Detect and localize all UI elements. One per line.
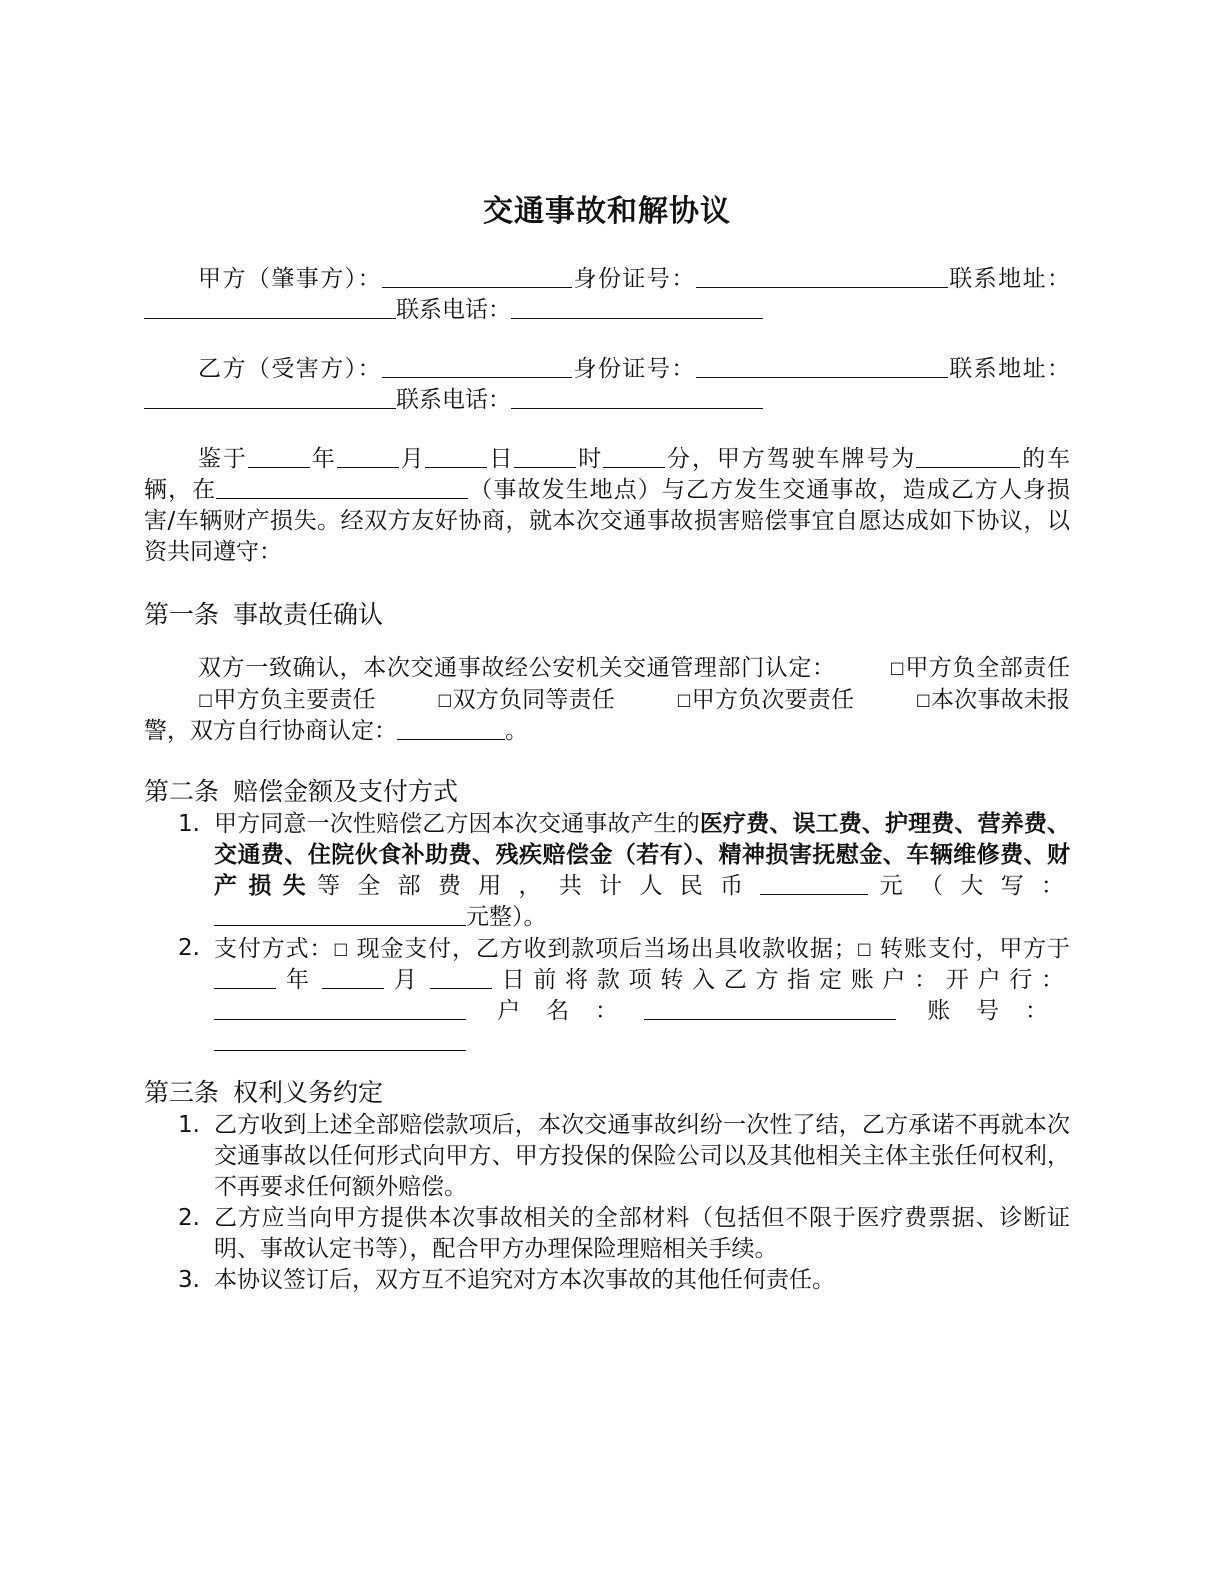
- clause-3-heading: [144, 1076, 1070, 1110]
- payment-method-label: 支付方式：: [214, 936, 334, 962]
- transfer-payment-option: 转账支付，甲方于: [880, 936, 1071, 962]
- pay-year-label: 年: [286, 967, 312, 993]
- party-b-id-blank[interactable]: [696, 355, 948, 378]
- list-item: [144, 1265, 1070, 1296]
- bank-blank[interactable]: [214, 997, 466, 1020]
- account-number-blank[interactable]: [214, 1028, 466, 1051]
- compensation-items: 医疗费、误工费、护理费、营养费、交通费、住院伙食补助费、残疾赔偿金（若有）、精神损害抚慰金、车辆维修费、财产损失: [214, 811, 1071, 899]
- self-negotiated-blank[interactable]: [397, 717, 505, 740]
- clause-3-number: 第三条: [144, 1078, 220, 1107]
- pay-month-blank[interactable]: [322, 966, 384, 989]
- clause-2-number: 第二条: [144, 777, 220, 806]
- list-number: 2.: [178, 935, 200, 961]
- checkbox-icon[interactable]: □: [437, 690, 453, 709]
- list-item: [144, 1203, 1070, 1265]
- clause-3-list: [144, 1110, 1070, 1296]
- hour-blank[interactable]: [514, 445, 576, 468]
- checkbox-icon[interactable]: □: [676, 690, 692, 709]
- minute-label: 分，甲方驾驶车牌号为: [665, 446, 917, 472]
- checkbox-icon[interactable]: □: [198, 690, 214, 709]
- option-full-responsibility: 甲方负全部责任: [904, 655, 1071, 681]
- day-blank[interactable]: [425, 445, 487, 468]
- intro-paragraph: [144, 444, 1070, 568]
- minute-blank[interactable]: [603, 445, 665, 468]
- list-item: [144, 809, 1070, 933]
- party-a-address-label: 联系地: [947, 266, 1023, 292]
- document-page: [144, 190, 1070, 1314]
- month-label: 月: [398, 446, 426, 472]
- party-a-id-label: 身份证号：: [572, 266, 696, 292]
- account-number-label: 账号：: [927, 998, 1071, 1024]
- intro-text-3: （事故发生地点）与乙方发生交通事故，造成乙方人身损害/车辆财产损失。经双方友好协商，就本次交通事故损害赔偿事宜自愿达成如下协议，以资共同遵守：: [144, 477, 1071, 565]
- intro-text-2: 的车辆，在: [144, 446, 1071, 503]
- amount-capital-label: 元（大写：: [868, 873, 1071, 899]
- pay-year-blank[interactable]: [214, 966, 276, 989]
- clause-1-text: [144, 652, 1070, 747]
- bank-label: 日前将款项转入乙方指定账户：开户行：: [501, 967, 1071, 993]
- clause-2-list: [144, 809, 1070, 1058]
- party-a-info: [144, 264, 1070, 326]
- party-b-address-label: 联系地: [947, 356, 1023, 382]
- compensation-total-label: 等全部费用，共计人民币: [316, 873, 761, 899]
- list-number: 1.: [178, 1112, 200, 1138]
- party-a-id-blank[interactable]: [696, 265, 948, 288]
- checkbox-icon[interactable]: □: [856, 939, 872, 958]
- year-label: 年: [309, 446, 337, 472]
- clause-1-end: 。: [505, 718, 528, 744]
- checkbox-icon[interactable]: □: [889, 658, 905, 677]
- party-b-address-blank[interactable]: [144, 386, 396, 409]
- day-label: 日: [487, 446, 515, 472]
- list-number: 1.: [178, 811, 200, 837]
- pay-month-label: 月: [393, 967, 420, 993]
- list-item-text: 乙方应当向甲方提供本次事故相关的全部材料（包括但不限于医疗费票据、诊断证明、事故认定书等），配合甲方办理保险理赔相关手续。: [214, 1205, 1070, 1262]
- party-a-address-blank[interactable]: [144, 296, 396, 319]
- option-secondary-responsibility: 甲方负次要责任: [691, 687, 855, 713]
- clause-2-heading: [144, 775, 1070, 809]
- party-b-id-label: 身份证号：: [572, 356, 696, 382]
- option-main-responsibility: 甲方负主要责任: [213, 687, 376, 713]
- party-a-label: 甲方（肇事方）：: [198, 266, 383, 292]
- party-b-phone-label: 联系电话：: [396, 387, 511, 413]
- list-item: [144, 933, 1070, 1058]
- month-blank[interactable]: [337, 445, 399, 468]
- clause-1-number: 第一条: [144, 600, 220, 629]
- year-blank[interactable]: [248, 445, 310, 468]
- clause-1-title: 事故责任确认: [233, 600, 384, 629]
- party-b-label: 乙方（受害方）：: [198, 356, 383, 382]
- option-equal-responsibility: 双方负同等责任: [452, 687, 615, 713]
- amount-blank[interactable]: [760, 872, 868, 895]
- party-b-info: [144, 354, 1070, 416]
- list-item-text: 乙方收到上述全部赔偿款项后，本次交通事故纠纷一次性了结，乙方承诺不再就本次交通事故以任何形式向甲方、甲方投保的保险公司以及其他相关主体主张任何权利，不再要求任何额外赔偿。: [214, 1112, 1070, 1200]
- intro-text: 鉴于: [198, 446, 248, 472]
- option-self-negotiated: 本次事故未报警，双方自行协商认定：: [144, 687, 1071, 744]
- clause-3-title: 权利义务约定: [233, 1078, 384, 1107]
- clause-1-heading: [144, 598, 1070, 632]
- party-a-phone-blank[interactable]: [511, 296, 763, 319]
- checkbox-icon[interactable]: □: [915, 690, 931, 709]
- accident-location-blank[interactable]: [216, 476, 468, 499]
- clause-1-intro: 双方一致确认，本次交通事故经公安机关交通管理部门认定：: [198, 655, 836, 681]
- list-item-text: 本协议签订后，双方互不追究对方本次事故的其他任何责任。: [214, 1267, 835, 1293]
- list-number: 3.: [178, 1267, 200, 1293]
- document-title: 交通事故和解协议: [483, 194, 731, 229]
- account-name-blank[interactable]: [644, 997, 896, 1020]
- list-number: 2.: [178, 1205, 200, 1231]
- pay-day-blank[interactable]: [430, 966, 492, 989]
- party-a-address-label-cont: 址：: [1022, 266, 1071, 292]
- party-b-address-label-cont: 址：: [1022, 356, 1071, 382]
- list-item: [144, 1110, 1070, 1203]
- account-name-label: 户名：: [497, 998, 644, 1024]
- hour-label: 时: [576, 446, 604, 472]
- cash-payment-option: 现金支付，乙方收到款项后当场出具收款收据；: [356, 936, 857, 962]
- party-a-name-blank[interactable]: [382, 265, 572, 288]
- compensation-text: 甲方同意一次性赔偿乙方因本次交通事故产生的: [214, 811, 700, 837]
- party-a-phone-label: 联系电话：: [396, 297, 511, 323]
- checkbox-icon[interactable]: □: [333, 939, 349, 958]
- amount-capital-blank[interactable]: [214, 903, 466, 926]
- amount-end: 元整）。: [466, 904, 547, 930]
- party-b-name-blank[interactable]: [382, 355, 572, 378]
- clause-2-title: 赔偿金额及支付方式: [233, 777, 459, 806]
- plate-number-blank[interactable]: [916, 445, 1020, 468]
- party-b-phone-blank[interactable]: [511, 386, 763, 409]
